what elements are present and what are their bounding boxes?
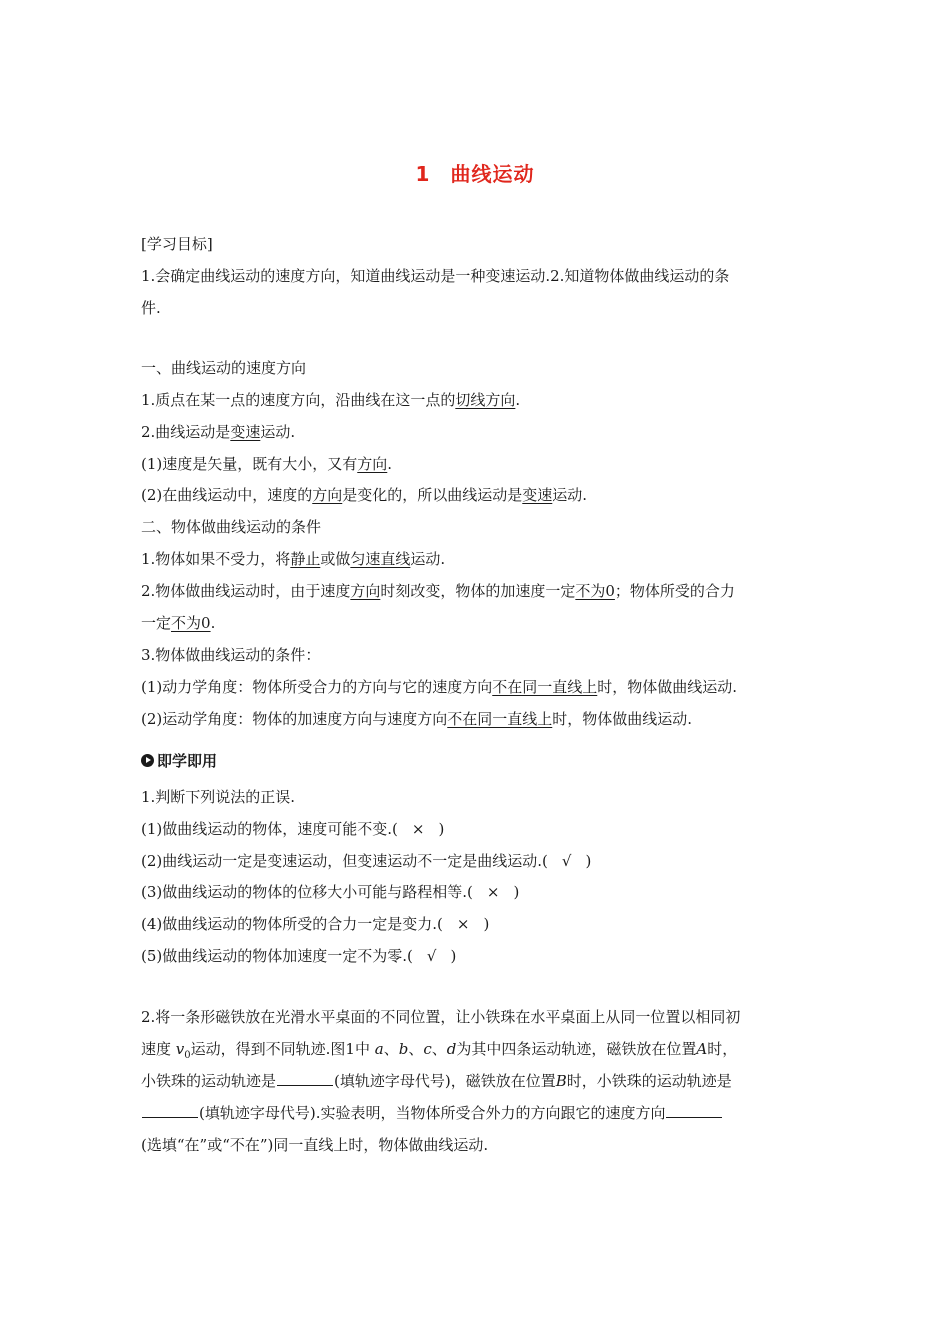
sep: 、 [408,1040,424,1058]
answer-underlined: 静止 [290,550,321,568]
answer-underlined: 方向 [357,455,388,473]
text: 运动. [552,486,588,504]
track-letter: c [423,1040,432,1058]
paren: ) [438,820,445,838]
title-text: 曲线运动 [450,162,535,186]
part1-p2 [141,422,813,442]
question-2-line-5: (选填“在”或“不在”)同一直线上时，物体做曲线运动. [141,1136,489,1154]
paren: ) [450,947,457,965]
text: (1)动力学角度：物体所受合力的方向与它的速度方向 [141,678,493,696]
play-circle-icon [141,754,154,767]
judge-item-4 [141,914,813,934]
part2-p4 [141,677,813,697]
judge-item-5 [141,946,813,966]
text: 一定 [141,614,172,632]
track-letter: d [446,1040,457,1058]
part1-p1 [141,390,813,410]
item-text: (3)做曲线运动的物体的位移大小可能与路程相等.( [141,883,473,901]
paren: ) [585,852,592,870]
question-2-line-4 [141,1103,813,1123]
item-text: (1)做曲线运动的物体，速度可能不变.( [141,820,398,838]
text: 时，小铁珠的运动轨迹是 [566,1072,732,1090]
answer-underlined: 切线方向 [455,391,516,409]
text: 时，物体做曲线运动. [597,678,738,696]
text: . [515,391,521,409]
text: 1.质点在某一点的速度方向，沿曲线在这一点的 [141,391,456,409]
text: 运动. [410,550,446,568]
answer-underlined: 不在同一直线上 [447,710,553,728]
text: (1)速度是矢量，既有大小，又有 [141,455,358,473]
track-letter: a [374,1040,384,1058]
velocity-symbol: v [175,1040,185,1058]
part1-p4 [141,485,813,505]
item-text: (5)做曲线运动的物体加速度一定不为零.( [141,947,413,965]
velocity-subscript: 0 [184,1050,191,1061]
objectives-line-1: 1.会确定曲线运动的速度方向，知道曲线运动是一种变速运动.2.知道物体做曲线运动的条 [141,267,730,285]
answer-underlined: 变速 [522,486,553,504]
answer-blank[interactable] [277,1071,333,1086]
objectives-line-2: 件. [141,299,161,317]
text: 是变化的，所以曲线运动是 [342,486,523,504]
text: 速度 [141,1040,176,1058]
answer-blank[interactable] [666,1103,722,1118]
part2-p2 [141,581,813,601]
practice-heading [141,751,813,771]
position-letter: A [696,1040,708,1058]
text: . [210,614,216,632]
practice-heading-text: 即学即用 [157,752,218,770]
text: . [387,455,393,473]
title-number: 1 [415,162,431,186]
text: 运动. [260,423,296,441]
text: (填轨迹字母代号)，磁铁放在位置 [334,1072,556,1090]
judge-item-3 [141,882,813,902]
part1-p3 [141,454,813,474]
text: 为其中四条运动轨迹，磁铁放在位置 [456,1040,697,1058]
sep: 、 [431,1040,447,1058]
question-2-line-3 [141,1071,813,1091]
answer-mark: × [486,883,500,901]
text: (2)在曲线运动中，速度的 [141,486,313,504]
page-title [0,158,950,187]
text: 小铁珠的运动轨迹是 [141,1072,277,1090]
part2-p3: 3.物体做曲线运动的条件： [141,646,321,664]
text: 运动，得到不同轨迹.图1中 [190,1040,375,1058]
part2-p5 [141,709,813,729]
text: 时， [707,1040,738,1058]
track-letter: b [398,1040,409,1058]
answer-underlined: 不在同一直线上 [492,678,598,696]
answer-underlined: 方向 [312,486,343,504]
answer-underlined: 匀速直线 [350,550,411,568]
question-2-line-1: 2.将一条形磁铁放在光滑水平桌面的不同位置，让小铁珠在水平桌面上从同一位置以相同初 [141,1008,741,1026]
text: 2.曲线运动是 [141,423,231,441]
objectives-label: [学习目标] [141,235,213,253]
sep: 、 [383,1040,399,1058]
part2-p2b [141,613,813,633]
part2-heading: 二、物体做曲线运动的条件 [141,518,322,536]
answer-underlined: 不为0 [575,582,615,600]
text: ；物体所受的合力 [614,582,735,600]
question-2-line-2 [141,1039,813,1066]
paren: ) [513,883,520,901]
answer-underlined: 变速 [230,423,261,441]
position-letter: B [555,1072,567,1090]
judge-item-2 [141,851,813,871]
text: 或做 [320,550,351,568]
answer-mark: × [411,820,425,838]
text: 时，物体做曲线运动. [552,710,693,728]
part2-p1 [141,549,813,569]
text: 1.物体如果不受力，将 [141,550,291,568]
paren: ) [483,915,490,933]
text: (2)运动学角度：物体的加速度方向与速度方向 [141,710,448,728]
part1-heading: 一、曲线运动的速度方向 [141,359,307,377]
item-text: (4)做曲线运动的物体所受的合力一定是变力.( [141,915,443,933]
answer-mark: √ [426,947,437,965]
answer-blank[interactable] [142,1103,198,1118]
judge-item-1 [141,819,813,839]
answer-mark: √ [561,852,572,870]
text: 2.物体做曲线运动时，由于速度 [141,582,351,600]
text: (填轨迹字母代号).实验表明，当物体所受合外力的方向跟它的速度方向 [199,1104,666,1122]
answer-underlined: 不为0 [171,614,211,632]
answer-underlined: 方向 [350,582,381,600]
item-text: (2)曲线运动一定是变速运动，但变速运动不一定是曲线运动.( [141,852,548,870]
text: 时刻改变，物体的加速度一定 [380,582,576,600]
question-1: 1.判断下列说法的正误. [141,788,296,806]
answer-mark: × [456,915,470,933]
